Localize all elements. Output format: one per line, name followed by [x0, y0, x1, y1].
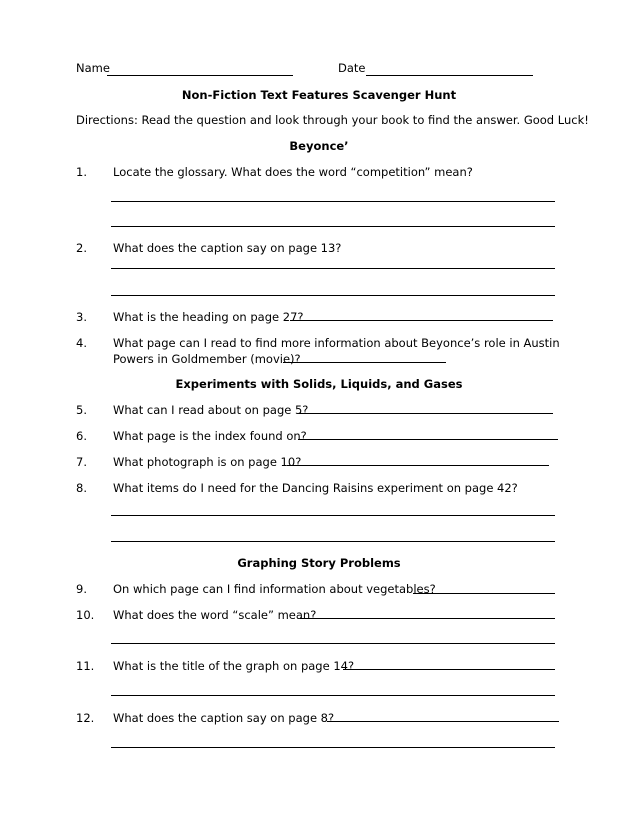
question-text: What does the word “scale” mean?	[113, 608, 317, 622]
question-number: 11.	[76, 659, 95, 673]
question-text: Locate the glossary. What does the word “competition” mean?	[113, 165, 473, 179]
answer-line[interactable]	[283, 362, 446, 363]
question-number: 1.	[76, 165, 87, 179]
question-number: 5.	[76, 403, 87, 417]
answer-line[interactable]	[300, 618, 555, 619]
answer-line[interactable]	[298, 439, 558, 440]
answer-line[interactable]	[290, 320, 553, 321]
question-text: What page is the index found on?	[113, 429, 307, 443]
name-label: Name	[76, 61, 110, 75]
section-title-graphing: Graphing Story Problems	[237, 556, 401, 570]
question-text: What is the heading on page 27?	[113, 310, 304, 324]
question-number: 4.	[76, 336, 87, 350]
answer-line[interactable]	[413, 593, 555, 594]
name-field[interactable]	[107, 75, 293, 76]
question-text: What can I read about on page 5?	[113, 403, 309, 417]
question-text: What photograph is on page 10?	[113, 455, 302, 469]
question-text: What is the title of the graph on page 14?	[113, 659, 355, 673]
question-number: 6.	[76, 429, 87, 443]
answer-line[interactable]	[111, 226, 555, 227]
answer-line[interactable]	[111, 515, 555, 516]
question-number: 3.	[76, 310, 87, 324]
worksheet-title: Non-Fiction Text Features Scavenger Hunt	[181, 88, 457, 102]
question-number: 2.	[76, 241, 87, 255]
question-number: 7.	[76, 455, 87, 469]
directions-text: Directions: Read the question and look through your book to find the answer. Good Luck!	[76, 113, 589, 127]
section-title-experiments: Experiments with Solids, Liquids, and Gases	[175, 377, 463, 391]
question-text: What page can I read to find more information about Beyonce’s role in Austin	[113, 336, 560, 350]
answer-line[interactable]	[327, 721, 559, 722]
question-text: What does the caption say on page 13?	[113, 241, 342, 255]
section-title-beyonce: Beyonce’	[289, 139, 349, 153]
question-number: 10.	[76, 608, 95, 622]
question-number: 9.	[76, 582, 87, 596]
question-text-continued: Powers in Goldmember (movie)?	[113, 352, 301, 366]
answer-line[interactable]	[111, 643, 555, 644]
answer-line[interactable]	[111, 747, 555, 748]
answer-line[interactable]	[299, 413, 553, 414]
date-label: Date	[338, 61, 366, 75]
question-text: On which page can I find information about vegetables?	[113, 582, 436, 596]
question-text: What items do I need for the Dancing Raisins experiment on page 42?	[113, 481, 518, 495]
answer-line[interactable]	[287, 465, 549, 466]
question-number: 8.	[76, 481, 87, 495]
answer-line[interactable]	[111, 201, 555, 202]
question-number: 12.	[76, 711, 95, 725]
answer-line[interactable]	[111, 541, 555, 542]
question-text: What does the caption say on page 8?	[113, 711, 335, 725]
answer-line[interactable]	[111, 268, 555, 269]
answer-line[interactable]	[343, 669, 555, 670]
answer-line[interactable]	[111, 295, 555, 296]
answer-line[interactable]	[111, 695, 555, 696]
date-field[interactable]	[366, 75, 533, 76]
